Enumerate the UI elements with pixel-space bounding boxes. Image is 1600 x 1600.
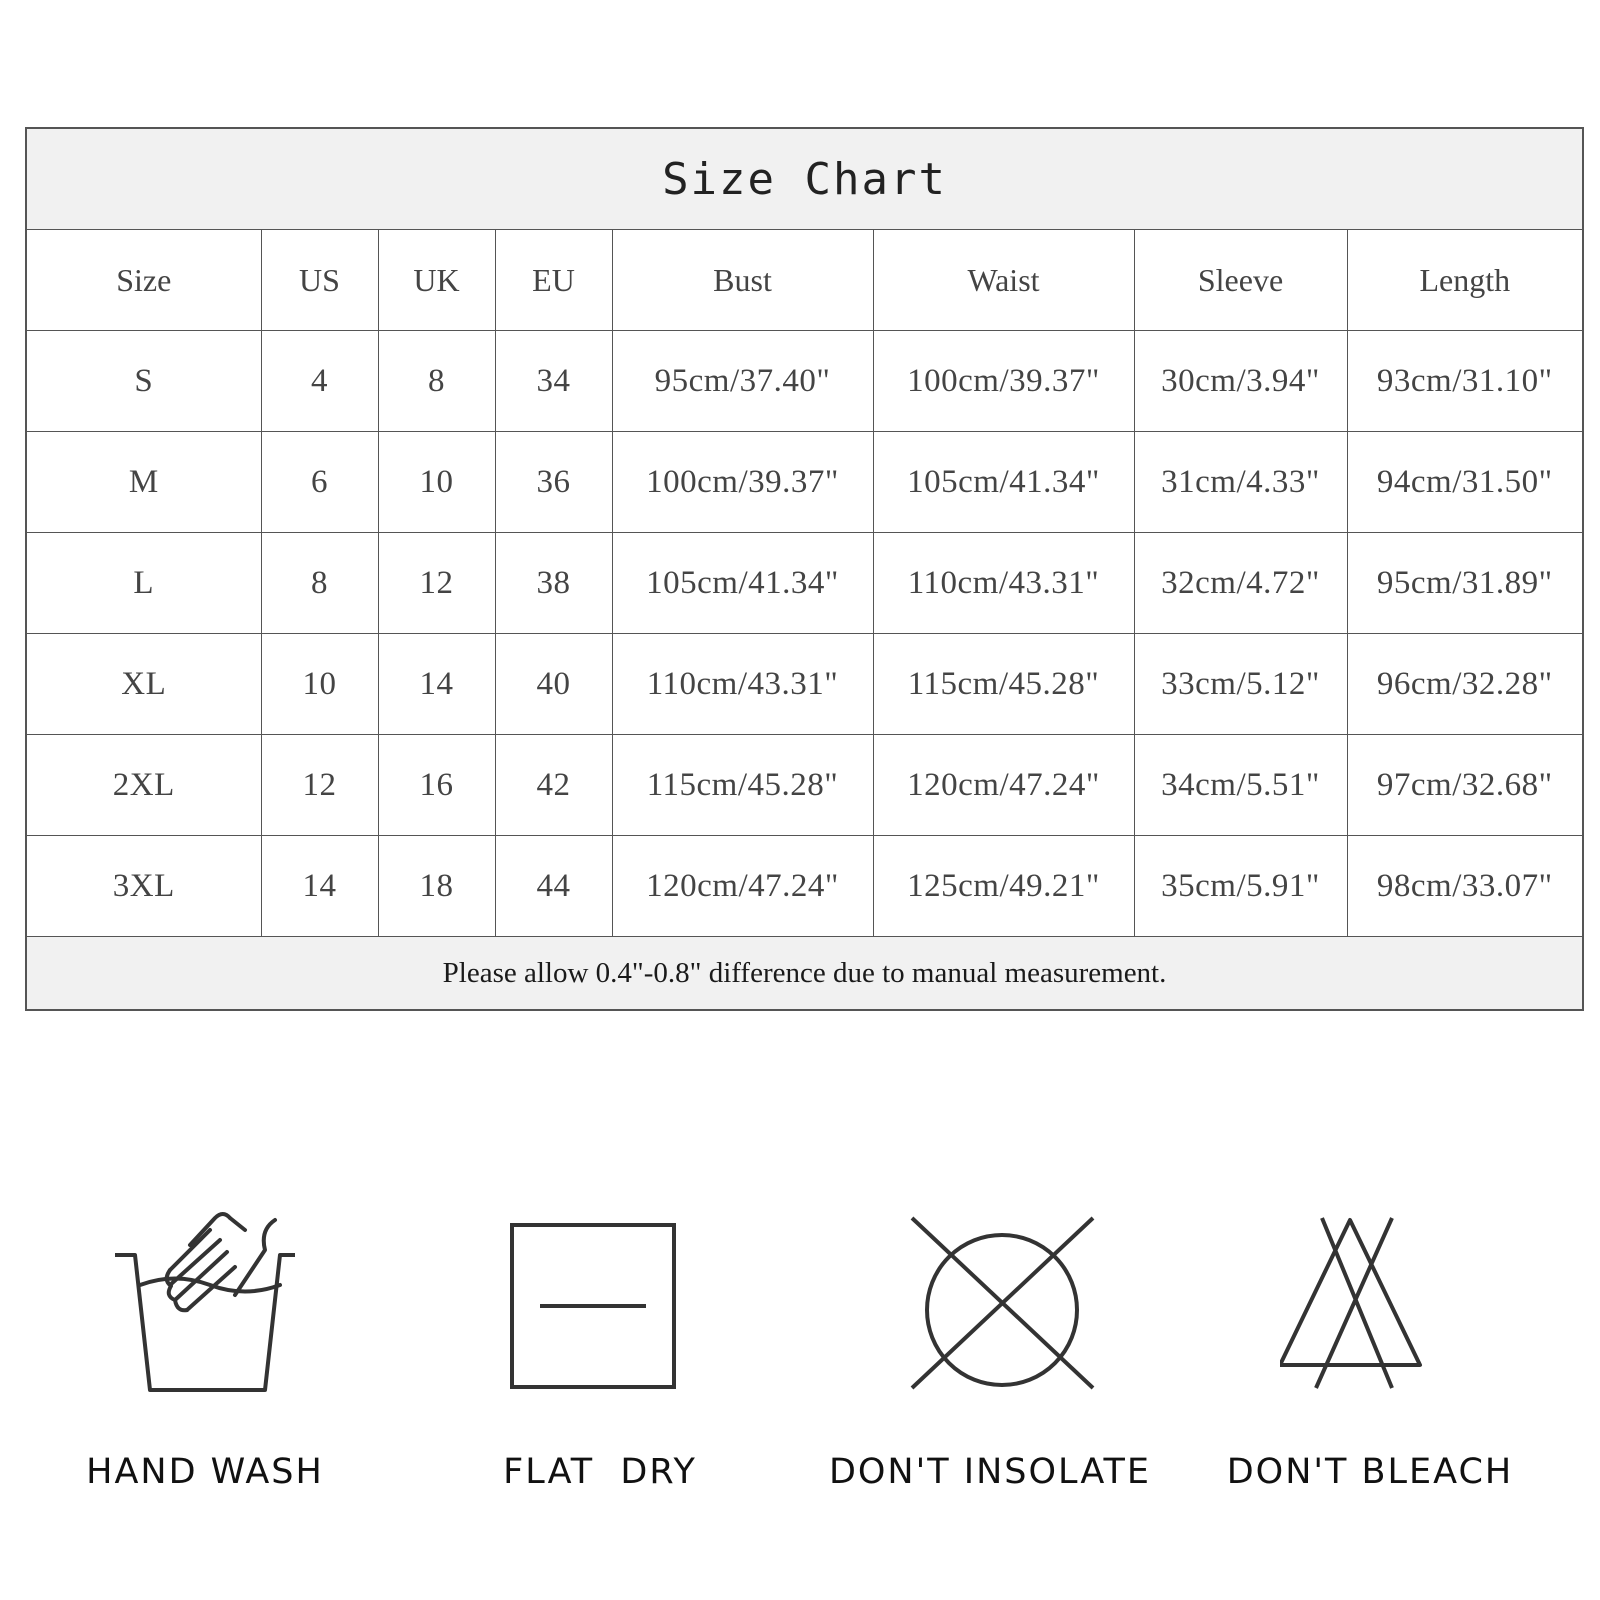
care-hand-wash xyxy=(25,1200,385,1500)
table-cell: 38 xyxy=(495,533,612,634)
chart-title: Size Chart xyxy=(26,128,1583,230)
table-cell: 98cm/33.07" xyxy=(1347,836,1583,937)
table-cell: 40 xyxy=(495,634,612,735)
table-cell: 100cm/39.37" xyxy=(612,432,873,533)
table-cell: 8 xyxy=(378,331,495,432)
table-cell: 93cm/31.10" xyxy=(1347,331,1583,432)
table-cell: 120cm/47.24" xyxy=(612,836,873,937)
table-cell: L xyxy=(26,533,261,634)
table-cell: 95cm/37.40" xyxy=(612,331,873,432)
care-label-dont-bleach: DON'T BLEACH xyxy=(1226,1452,1514,1492)
table-cell: 94cm/31.50" xyxy=(1347,432,1583,533)
flat-dry-icon xyxy=(510,1210,690,1410)
table-cell: 110cm/43.31" xyxy=(873,533,1134,634)
table-cell: 35cm/5.91" xyxy=(1134,836,1347,937)
table-cell: 18 xyxy=(378,836,495,937)
table-cell: 30cm/3.94" xyxy=(1134,331,1347,432)
table-cell: 10 xyxy=(378,432,495,533)
care-label-hand-wash: HAND WASH xyxy=(86,1452,324,1492)
table-row xyxy=(26,533,1583,634)
header-length: Length xyxy=(1347,230,1583,331)
table-cell: 44 xyxy=(495,836,612,937)
table-cell: 32cm/4.72" xyxy=(1134,533,1347,634)
table-cell: 2XL xyxy=(26,735,261,836)
table-cell: XL xyxy=(26,634,261,735)
measurement-note: Please allow 0.4"-0.8" difference due to manual measurement. xyxy=(26,937,1583,1011)
table-cell: 125cm/49.21" xyxy=(873,836,1134,937)
table-cell: 16 xyxy=(378,735,495,836)
table-row xyxy=(26,634,1583,735)
table-cell: 105cm/41.34" xyxy=(612,533,873,634)
dont-bleach-icon xyxy=(1280,1210,1480,1410)
table-cell: 4 xyxy=(261,331,378,432)
table-cell: 100cm/39.37" xyxy=(873,331,1134,432)
table-cell: 14 xyxy=(261,836,378,937)
dont-insolate-icon xyxy=(900,1210,1100,1410)
header-sleeve: Sleeve xyxy=(1134,230,1347,331)
table-cell: 12 xyxy=(261,735,378,836)
care-label-dont-insolate: DON'T INSOLATE xyxy=(828,1452,1152,1492)
table-cell: 97cm/32.68" xyxy=(1347,735,1583,836)
table-cell: 95cm/31.89" xyxy=(1347,533,1583,634)
table-cell: 34 xyxy=(495,331,612,432)
table-cell: 8 xyxy=(261,533,378,634)
table-cell: M xyxy=(26,432,261,533)
header-waist: Waist xyxy=(873,230,1134,331)
table-row xyxy=(26,836,1583,937)
table-cell: 105cm/41.34" xyxy=(873,432,1134,533)
care-dont-insolate xyxy=(810,1200,1170,1500)
header-size: Size xyxy=(26,230,261,331)
care-label-flat-dry: FLAT DRY xyxy=(503,1452,697,1492)
table-cell: 110cm/43.31" xyxy=(612,634,873,735)
table-row xyxy=(26,735,1583,836)
table-cell: 34cm/5.51" xyxy=(1134,735,1347,836)
care-flat-dry xyxy=(420,1200,780,1500)
table-cell: 3XL xyxy=(26,836,261,937)
table-cell: S xyxy=(26,331,261,432)
care-dont-bleach xyxy=(1190,1200,1550,1500)
table-cell: 14 xyxy=(378,634,495,735)
table-cell: 36 xyxy=(495,432,612,533)
header-bust: Bust xyxy=(612,230,873,331)
table-cell: 115cm/45.28" xyxy=(612,735,873,836)
size-chart-table xyxy=(25,127,1584,1011)
header-uk: UK xyxy=(378,230,495,331)
header-us: US xyxy=(261,230,378,331)
table-cell: 42 xyxy=(495,735,612,836)
table-cell: 33cm/5.12" xyxy=(1134,634,1347,735)
table-cell: 115cm/45.28" xyxy=(873,634,1134,735)
table-cell: 31cm/4.33" xyxy=(1134,432,1347,533)
table-cell: 10 xyxy=(261,634,378,735)
table-row xyxy=(26,331,1583,432)
table-cell: 12 xyxy=(378,533,495,634)
table-cell: 6 xyxy=(261,432,378,533)
table-row xyxy=(26,432,1583,533)
table-cell: 120cm/47.24" xyxy=(873,735,1134,836)
table-cell: 96cm/32.28" xyxy=(1347,634,1583,735)
hand-wash-icon xyxy=(115,1210,295,1410)
header-row xyxy=(26,230,1583,331)
header-eu: EU xyxy=(495,230,612,331)
